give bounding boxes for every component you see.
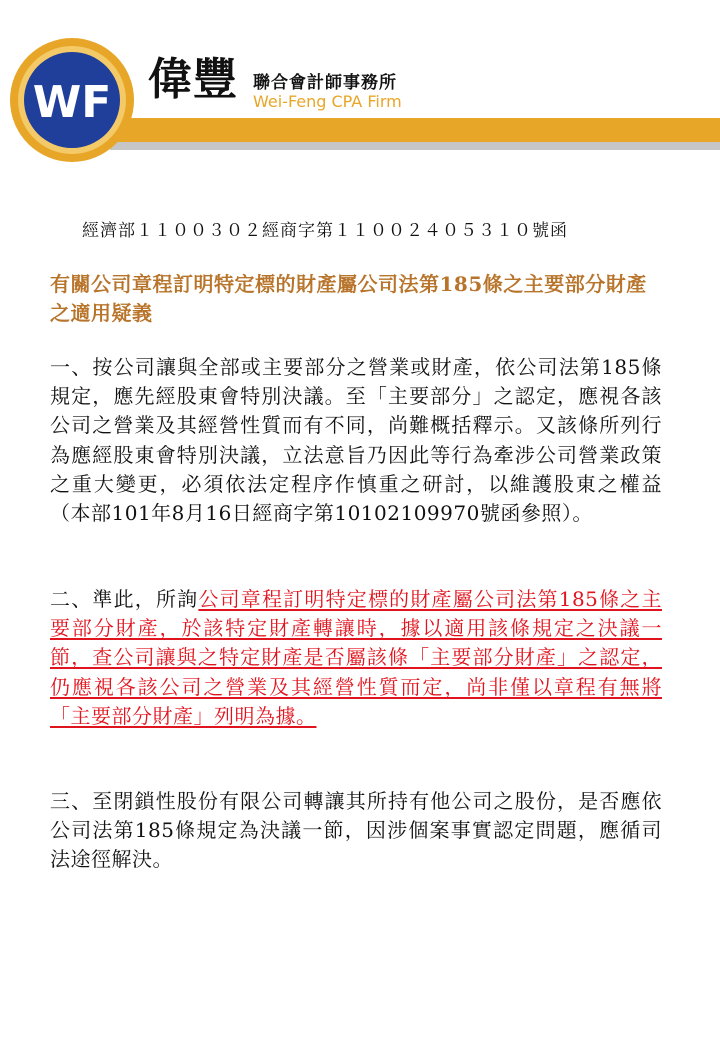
document-title: 有關公司章程訂明特定標的財產屬公司法第185條之主要部分財產之適用疑義 [50, 272, 647, 325]
document-number: 經濟部１１００３０２經商字第１１００２４０５３１０號函 [82, 221, 568, 241]
firm-name-cn: 偉豐 [148, 54, 238, 105]
paragraph-2-highlight: 公司章程訂明特定標的財產屬公司法第185條之主要部分財產，於該特定財產轉讓時，據以適用該條規定之決議一節，查公司讓與之特定財產是否屬該條「主要部分財產」之認定，仍應視各該公司之營業及其經營性質而定，尚非僅以章程有無將「主要部分財產」列明為據。 [50, 587, 662, 728]
firm-subtitle-cn: 聯合會計師事務所 [253, 73, 397, 93]
firm-name-en: Wei-Feng CPA Firm [253, 92, 402, 111]
logo-text: WF [32, 77, 112, 128]
paragraph-1: 一、按公司讓與全部或主要部分之營業或財產，依公司法第185條規定，應先經股東會特別決議。至「主要部分」之認定，應視各該公司之營業及其經營性質而有不同，尚難概括釋示。又該條所列行為應經股東會特別決議，立法意旨乃因此等行為牽涉公司營業政策之重大變更，必須依法定程序作慎重之研討，以維護股東之權益（本部101年8月16日經商字第10102109970號函參照）。 [50, 355, 662, 526]
gold-band [110, 118, 720, 142]
shadow-band [110, 142, 720, 150]
paragraph-2-prefix: 二、準此，所詢 [50, 587, 199, 611]
paragraph-3: 三、至閉鎖性股份有限公司轉讓其所持有他公司之股份，是否應依公司法第185條規定為決議一節，因涉個案事實認定問題，應循司法途徑解決。 [50, 789, 662, 872]
paragraph-2 [50, 585, 662, 731]
letterhead [0, 0, 720, 200]
